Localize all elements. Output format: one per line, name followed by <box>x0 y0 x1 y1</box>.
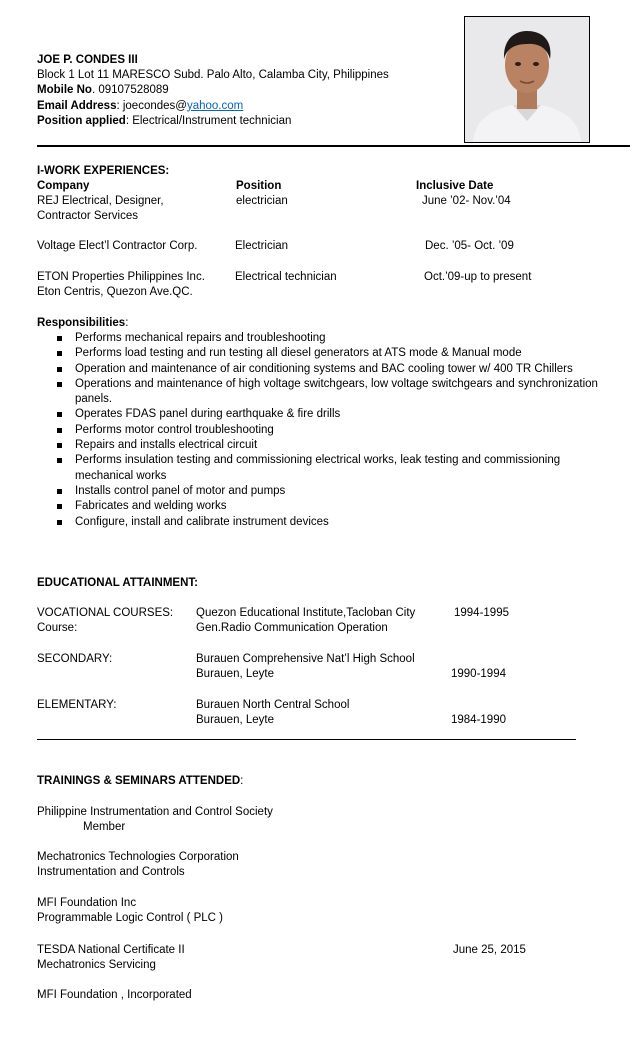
training-item <box>37 850 239 880</box>
trainings-colon: : <box>240 775 244 787</box>
education-level-label: VOCATIONAL COURSES: <box>37 607 174 619</box>
elementary-school <box>196 698 349 728</box>
school-name: Burauen Comprehensive Nat’l High School <box>196 653 415 665</box>
training-item: MFI Foundation , Incorporated <box>37 989 192 1001</box>
list-item: Performs motor control troubleshooting <box>37 423 607 438</box>
training-detail: Member <box>83 821 126 834</box>
list-item: Performs mechanical repairs and troubleshooting <box>37 331 607 346</box>
education-section-title: EDUCATIONAL ATTAINMENT: <box>37 577 198 589</box>
school-place: Burauen, Leyte <box>196 714 275 727</box>
responsibilities-list <box>37 331 607 530</box>
work-header-position: Position <box>236 180 282 192</box>
training-date: June 25, 2015 <box>453 944 526 956</box>
school-name: Quezon Educational Institute,Tacloban City <box>196 607 416 619</box>
applicant-photo <box>464 16 590 143</box>
list-item: Repairs and installs electrical circuit <box>37 438 607 453</box>
training-detail: Mechatronics Servicing <box>37 959 156 972</box>
work-row-date: Oct.’09-up to present <box>424 271 532 283</box>
school-place: Burauen, Leyte <box>196 668 275 681</box>
vocational-school <box>196 606 415 636</box>
responsibilities-label: Responsibilities <box>37 317 126 329</box>
mobile-label: Mobile No <box>37 84 92 97</box>
list-item: Fabricates and welding works <box>37 499 607 514</box>
work-company-line: Eton Centris, Quezon Ave.QC. <box>37 286 193 299</box>
work-header-date: Inclusive Date <box>416 180 494 192</box>
training-org: Mechatronics Technologies Corporation <box>37 851 239 863</box>
elementary-label: ELEMENTARY: <box>37 699 117 711</box>
portrait-illustration <box>465 17 589 142</box>
list-item: Performs load testing and run testing all diesel generators at ATS mode & Manual mode <box>37 346 607 361</box>
work-row-position: Electrical technician <box>235 271 337 283</box>
secondary-label: SECONDARY: <box>37 653 113 665</box>
email-domain-link[interactable]: yahoo.com <box>186 99 244 112</box>
training-detail: Instrumentation and Controls <box>37 866 185 879</box>
education-divider <box>37 739 576 740</box>
training-item <box>37 805 273 835</box>
elementary-years: 1984-1990 <box>451 714 506 726</box>
secondary-years: 1990-1994 <box>451 668 506 680</box>
vocational-years: 1994-1995 <box>454 607 509 619</box>
list-item: Configure, install and calibrate instrument devices <box>37 515 607 530</box>
work-row-company <box>37 270 205 300</box>
address: Block 1 Lot 11 MARESCO Subd. Palo Alto, Calamba City, Philippines <box>37 69 389 82</box>
work-row-date: Dec. ’05- Oct. ’09 <box>425 240 514 252</box>
list-item: Operations and maintenance of high voltage switchgears, low voltage switchgears and synchronization panels. <box>37 377 607 408</box>
header-divider <box>37 145 630 147</box>
work-company-line: ETON Properties Philippines Inc. <box>37 271 205 283</box>
work-company-line: Contractor Services <box>37 210 138 223</box>
trainings-title: TRAININGS & SEMINARS ATTENDED <box>37 775 241 787</box>
position-line <box>37 114 457 129</box>
list-item: Operation and maintenance of air conditioning systems and BAC cooling tower w/ 400 TR Chillers <box>37 362 607 377</box>
work-row-company: Voltage Elect’l Contractor Corp. <box>37 240 198 252</box>
work-section-title: I-WORK EXPERIENCES: <box>37 165 170 177</box>
email-label: Email Address <box>37 99 117 112</box>
training-item <box>37 943 185 973</box>
responsibilities-colon: : <box>125 317 129 329</box>
position-label: Position applied <box>37 114 126 127</box>
trainings-heading <box>37 774 243 789</box>
list-item: Performs insulation testing and commissioning electrical works, leak testing and commissioning mechanical works <box>37 453 607 484</box>
training-item <box>37 896 223 926</box>
school-name: Burauen North Central School <box>196 699 350 711</box>
work-row-date: June ’02- Nov.’04 <box>422 195 511 207</box>
secondary-school <box>196 652 415 682</box>
education-course-label: Course: <box>37 622 78 635</box>
training-detail: Programmable Logic Control ( PLC ) <box>37 912 223 925</box>
mobile-value: . 09107528089 <box>91 84 169 97</box>
course-name: Gen.Radio Communication Operation <box>196 622 388 635</box>
work-row-position: electrician <box>236 195 288 207</box>
vocational-label <box>37 606 173 636</box>
mobile-line <box>37 83 457 98</box>
applicant-name: JOE P. CONDES III <box>37 54 138 66</box>
work-header-company: Company <box>37 180 90 192</box>
list-item: Installs control panel of motor and pumps <box>37 484 607 499</box>
responsibilities-heading <box>37 316 128 331</box>
email-line <box>37 99 457 114</box>
contact-block <box>37 53 457 129</box>
training-org: TESDA National Certificate II <box>37 944 185 956</box>
email-user: : joecondes@ <box>116 99 187 112</box>
training-org: Philippine Instrumentation and Control Society <box>37 806 273 818</box>
position-value: : Electrical/Instrument technician <box>125 114 292 127</box>
list-item: Operates FDAS panel during earthquake & fire drills <box>37 407 607 422</box>
training-org: MFI Foundation Inc <box>37 897 137 909</box>
work-row-company <box>37 194 164 224</box>
work-company-line: REJ Electrical, Designer, <box>37 195 164 207</box>
work-row-position: Electrician <box>235 240 289 252</box>
